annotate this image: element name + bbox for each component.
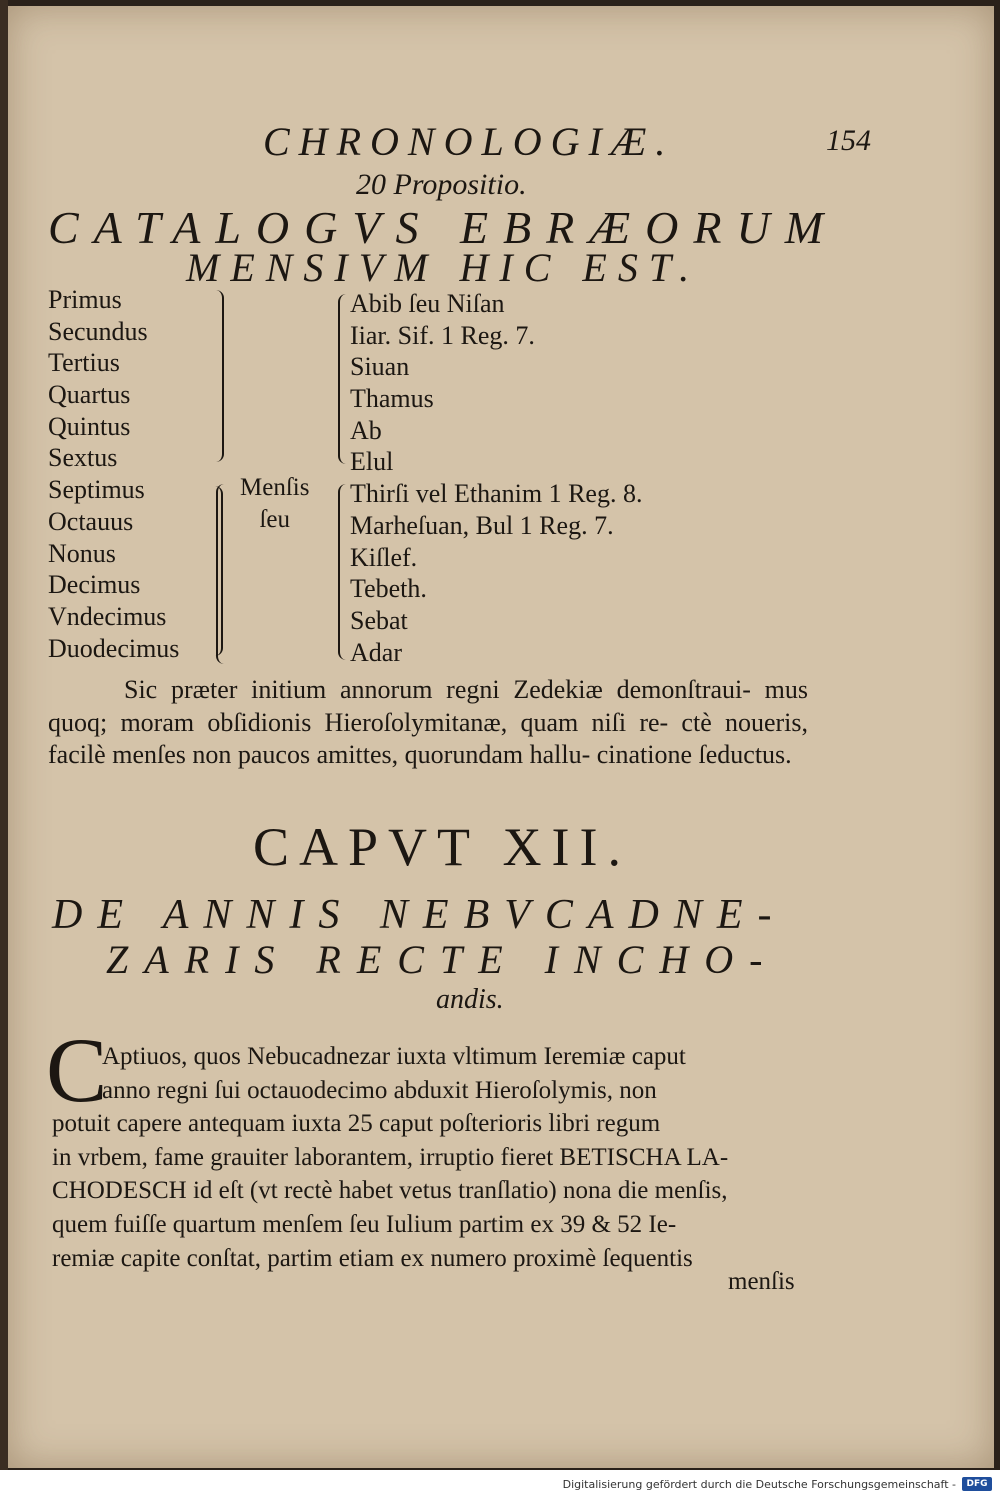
drop-cap: C (46, 1019, 108, 1121)
body-line: remiæ capite conſtat, partim etiam ex numero proximè ſequentis (52, 1244, 693, 1272)
body-line: CHODESCH id eſt (vt rectè habet vetus tranſlatio) nona die menſis, (52, 1177, 728, 1205)
brace-right-lower (338, 484, 350, 660)
month-name: Adar (350, 637, 402, 667)
ordinal-item: Quintus (48, 411, 131, 441)
month-name: Iiar. Sif. 1 Reg. 7. (350, 320, 535, 350)
chapter-heading: CAPVT XII. (253, 817, 632, 877)
month-name: Elul (350, 447, 394, 477)
month-name: Marheſuan, Bul 1 Reg. 7. (350, 510, 614, 540)
mensis-label (240, 472, 309, 536)
footer-bar (0, 1470, 1000, 1501)
month-name-column (350, 288, 642, 668)
month-name: Ab (350, 415, 382, 445)
ordinal-item: Primus (48, 285, 122, 314)
book-edge (0, 0, 8, 1501)
body-line: quem fuiſſe quartum menſem ſeu Iulium partim ex 39 & 52 Ie- (52, 1210, 677, 1238)
catchword: menſis (728, 1268, 795, 1295)
ordinal-item: Quartus (48, 380, 131, 410)
body-line: Aptiuos, quos Nebucadnezar iuxta vltimum Ieremiæ caput (102, 1043, 686, 1070)
ordinal-item: Duodecimus (48, 633, 180, 663)
ordinal-item: Vndecimus (48, 601, 167, 631)
ordinal-column (48, 284, 179, 664)
ordinal-item: Secundus (48, 316, 148, 346)
body-line: in vrbem, fame grauiter laborantem, irruptio fieret BETISCHA LA- (52, 1143, 729, 1171)
chapter-subtitle-line3: andis. (436, 984, 504, 1015)
chapter-subtitle-line1: DE ANNIS NEBVCADNE- (52, 892, 787, 938)
month-name: Siuan (350, 352, 410, 382)
brace-left-upper (214, 290, 224, 462)
proposition-label: 20 Propositio. (356, 168, 527, 201)
brace-mensis (216, 484, 228, 664)
ordinal-item: Nonus (48, 538, 116, 568)
month-name: Abib ſeu Niſan (350, 289, 505, 318)
catalog-title-line1: CATALOGVS EBRÆORUM (48, 202, 839, 253)
ordinal-item: Octauus (48, 506, 134, 536)
brace-right-upper (338, 294, 350, 464)
dfg-logo: DFG (962, 1477, 992, 1491)
mensis-label-line2: ſeu (259, 506, 290, 533)
chapter-subtitle-line2: ZARIS RECTE INCHO- (106, 937, 779, 982)
month-name: Kiſlef. (350, 542, 418, 572)
paragraph-body (52, 1040, 814, 1275)
month-name: Thamus (350, 384, 434, 414)
ordinal-item: Decimus (48, 570, 141, 600)
ordinal-item: Septimus (48, 475, 145, 505)
month-name: Thirſi vel Ethanim 1 Reg. 8. (350, 479, 643, 509)
body-line: anno regni ſui octauodecimo abduxit Hieroſolymis, non (102, 1076, 657, 1104)
month-name: Sebat (350, 605, 408, 635)
book-page (8, 6, 994, 1468)
body-line: potuit capere antequam iuxta 25 caput poſterioris libri regum (52, 1110, 661, 1138)
mensis-label-line1: Menſis (240, 474, 310, 501)
ordinal-item: Tertius (48, 348, 120, 378)
footer-credit: Digitalisierung gefördert durch die Deutsche Forschungsgemeinschaft - (562, 1478, 956, 1491)
running-head: CHRONOLOGIÆ. (263, 119, 675, 164)
catalog-title-line2: MENSIVM HIC EST. (186, 245, 701, 290)
month-name: Tebeth. (350, 574, 427, 604)
page-number: 154 (826, 124, 871, 157)
ordinal-item: Sextus (48, 443, 118, 473)
paragraph-intro: Sic præter initium annorum regni Zedekiæ demonſtraui- mus quoq; moram obſidionis Hieroſolymitanæ, quam niſi re- ctè noueris, facilè menſes non paucos amittes, quorundam hallu- cinatione ſeductus. (48, 675, 808, 769)
